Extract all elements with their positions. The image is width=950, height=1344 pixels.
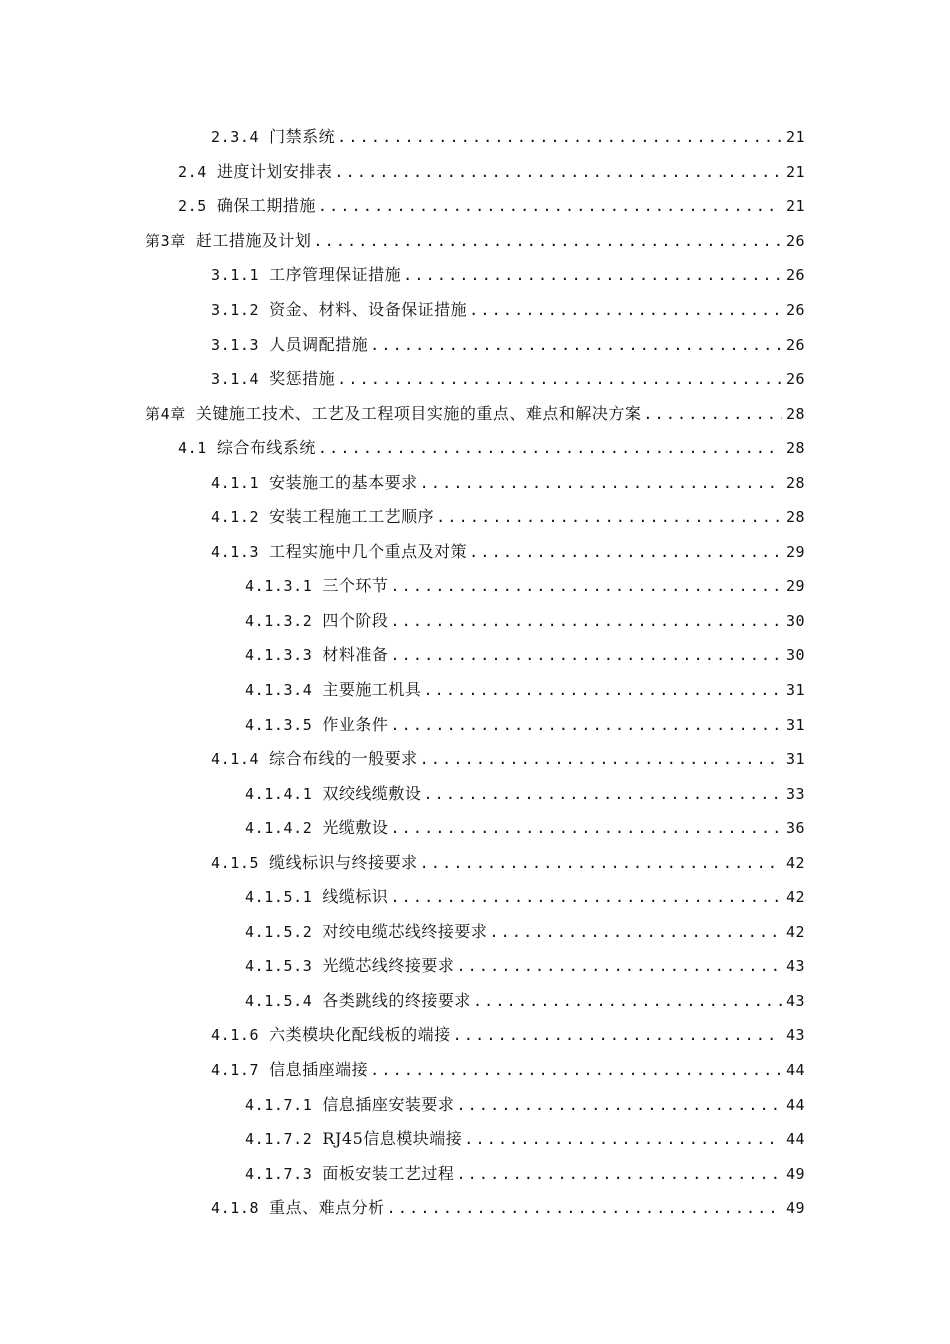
toc-entry-number: 4.1.3 bbox=[211, 542, 260, 561]
toc-dot-leader bbox=[390, 887, 782, 907]
toc-dot-leader bbox=[390, 576, 782, 596]
toc-entry-page: 29 bbox=[785, 542, 805, 561]
toc-entry-number: 3.1.2 bbox=[211, 301, 260, 319]
toc-entry-page: 43 bbox=[785, 1026, 805, 1045]
toc-entry-page: 42 bbox=[785, 922, 805, 941]
toc-entry-title: 安装工程施工工艺顺序 bbox=[269, 507, 435, 527]
toc-dot-leader bbox=[420, 473, 782, 493]
toc-entry-page: 49 bbox=[785, 1164, 805, 1183]
toc-entry-number: 4.1.3.2 bbox=[245, 611, 313, 630]
toc-dot-leader bbox=[313, 231, 782, 251]
toc-entry-page: 36 bbox=[785, 819, 805, 838]
toc-entry-title: 综合布线的一般要求 bbox=[269, 749, 418, 769]
toc-dot-leader bbox=[337, 369, 782, 389]
toc-entry-page: 21 bbox=[785, 197, 805, 216]
toc-entry[interactable] bbox=[0, 638, 950, 673]
toc-entry[interactable] bbox=[0, 155, 950, 190]
toc-entry-page: 31 bbox=[785, 681, 805, 700]
toc-dot-leader bbox=[390, 818, 782, 838]
toc-entry[interactable] bbox=[0, 604, 950, 639]
toc-entry-page: 28 bbox=[785, 473, 805, 492]
toc-dot-leader bbox=[390, 611, 782, 631]
toc-entry-title: 综合布线系统 bbox=[216, 438, 316, 458]
toc-entry[interactable] bbox=[0, 1053, 950, 1088]
toc-entry-title: 线缆标识 bbox=[322, 887, 389, 907]
toc-entry[interactable] bbox=[0, 845, 950, 880]
toc-entry-number: 3.1.3 bbox=[211, 335, 260, 354]
toc-entry-title: 进度计划安排表 bbox=[216, 161, 333, 181]
toc-entry[interactable] bbox=[0, 1191, 950, 1226]
toc-entry-title: 关键施工技术、工艺及工程项目实施的重点、难点和解决方案 bbox=[195, 403, 642, 423]
toc-entry-page: 28 bbox=[785, 439, 805, 458]
table-of-contents bbox=[0, 120, 950, 1226]
toc-dot-leader bbox=[420, 749, 782, 769]
toc-entry[interactable] bbox=[0, 293, 950, 328]
toc-entry-title: 赶工措施及计划 bbox=[195, 230, 312, 250]
toc-entry[interactable] bbox=[0, 396, 950, 431]
toc-entry-page: 26 bbox=[785, 370, 805, 389]
toc-entry-title: 六类模块化配线板的端接 bbox=[269, 1025, 451, 1045]
toc-entry-number: 4.1.8 bbox=[211, 1199, 260, 1218]
toc-entry-number: 第3章 bbox=[145, 231, 186, 250]
toc-entry-number: 4.1.3.4 bbox=[245, 681, 313, 700]
toc-dot-leader bbox=[469, 542, 782, 562]
toc-entry-page: 26 bbox=[785, 266, 805, 285]
toc-entry[interactable] bbox=[0, 1087, 950, 1122]
toc-entry-number: 4.1.1 bbox=[211, 473, 260, 492]
toc-entry-page: 43 bbox=[785, 991, 805, 1010]
toc-entry-page: 26 bbox=[785, 231, 805, 250]
toc-entry[interactable] bbox=[0, 258, 950, 293]
toc-entry[interactable] bbox=[0, 189, 950, 224]
toc-entry-page: 21 bbox=[785, 128, 805, 147]
toc-entry[interactable] bbox=[0, 569, 950, 604]
toc-dot-leader bbox=[456, 1095, 782, 1115]
toc-entry-number: 4.1.3.5 bbox=[245, 715, 313, 734]
toc-entry[interactable] bbox=[0, 120, 950, 155]
toc-entry[interactable] bbox=[0, 707, 950, 742]
toc-dot-leader bbox=[387, 1198, 782, 1218]
toc-dot-leader bbox=[334, 162, 782, 182]
toc-entry-title: 三个环节 bbox=[322, 576, 389, 596]
toc-dot-leader bbox=[456, 1164, 782, 1184]
toc-dot-leader bbox=[453, 1025, 782, 1045]
toc-entry-number: 4.1.5.3 bbox=[245, 957, 313, 976]
toc-entry-page: 42 bbox=[785, 853, 805, 872]
toc-entry-page: 44 bbox=[785, 1061, 805, 1080]
toc-entry-page: 28 bbox=[785, 404, 805, 423]
toc-entry-number: 4.1.7.1 bbox=[245, 1095, 313, 1114]
toc-entry-title: 安装施工的基本要求 bbox=[269, 472, 418, 492]
toc-entry-page: 31 bbox=[785, 750, 805, 769]
toc-dot-leader bbox=[420, 853, 782, 873]
toc-entry[interactable] bbox=[0, 915, 950, 950]
toc-entry-number: 4.1.5.2 bbox=[245, 922, 313, 941]
toc-entry-page: 44 bbox=[785, 1130, 805, 1149]
toc-entry-number: 4.1.7.3 bbox=[245, 1164, 313, 1183]
toc-entry-number: 2.5 bbox=[178, 197, 207, 216]
toc-entry-title: 奖惩措施 bbox=[269, 369, 336, 389]
toc-dot-leader bbox=[423, 784, 782, 804]
toc-dot-leader bbox=[337, 127, 782, 147]
toc-entry-page: 31 bbox=[785, 715, 805, 734]
toc-entry-number: 第4章 bbox=[145, 404, 186, 423]
toc-entry-page: 30 bbox=[785, 611, 805, 630]
toc-entry[interactable] bbox=[0, 535, 950, 570]
toc-entry[interactable] bbox=[0, 880, 950, 915]
toc-entry-title: 各类跳线的终接要求 bbox=[322, 990, 471, 1010]
toc-dot-leader bbox=[370, 1060, 782, 1080]
toc-entry-number: 4.1.3.1 bbox=[245, 577, 313, 596]
toc-dot-leader bbox=[423, 680, 782, 700]
toc-entry[interactable] bbox=[0, 949, 950, 984]
toc-entry-number: 4.1 bbox=[178, 439, 207, 458]
toc-dot-leader bbox=[390, 715, 782, 735]
toc-entry-number: 4.1.4 bbox=[211, 750, 260, 769]
toc-entry-page: 44 bbox=[785, 1095, 805, 1114]
toc-entry[interactable] bbox=[0, 776, 950, 811]
toc-entry-page: 33 bbox=[785, 784, 805, 803]
toc-entry-page: 28 bbox=[785, 508, 805, 527]
toc-dot-leader bbox=[318, 196, 782, 216]
toc-entry[interactable] bbox=[0, 673, 950, 708]
toc-entry-number: 3.1.1 bbox=[211, 266, 260, 285]
toc-entry-page: 30 bbox=[785, 646, 805, 665]
toc-dot-leader bbox=[469, 300, 782, 320]
toc-entry-page: 29 bbox=[785, 577, 805, 596]
toc-entry[interactable] bbox=[0, 224, 950, 259]
toc-entry-title: 工程实施中几个重点及对策 bbox=[269, 541, 468, 561]
toc-entry-title: 双绞线缆敷设 bbox=[322, 783, 422, 803]
toc-entry-page: 49 bbox=[785, 1199, 805, 1218]
toc-entry-number: 3.1.4 bbox=[211, 370, 260, 389]
toc-entry[interactable] bbox=[0, 362, 950, 397]
toc-entry[interactable] bbox=[0, 1122, 950, 1157]
toc-entry-title: 作业条件 bbox=[322, 714, 389, 734]
toc-entry-number: 4.1.5.1 bbox=[245, 888, 313, 907]
toc-dot-leader bbox=[436, 507, 782, 527]
toc-entry[interactable] bbox=[0, 1156, 950, 1191]
toc-entry-number: 4.1.7 bbox=[211, 1061, 260, 1080]
toc-entry-title: RJ45信息模块端接 bbox=[322, 1129, 463, 1149]
toc-dot-leader bbox=[318, 438, 782, 458]
toc-entry-number: 4.1.4.1 bbox=[245, 784, 313, 803]
toc-dot-leader bbox=[643, 404, 782, 424]
toc-entry-number: 4.1.5 bbox=[211, 853, 260, 872]
toc-entry-title: 缆线标识与终接要求 bbox=[269, 852, 418, 872]
toc-entry-page: 43 bbox=[785, 957, 805, 976]
toc-entry-page: 26 bbox=[785, 335, 805, 354]
toc-entry[interactable] bbox=[0, 431, 950, 466]
toc-entry[interactable] bbox=[0, 327, 950, 362]
toc-entry-title: 信息插座端接 bbox=[269, 1060, 369, 1080]
toc-entry[interactable] bbox=[0, 465, 950, 500]
toc-dot-leader bbox=[403, 265, 782, 285]
toc-entry[interactable] bbox=[0, 984, 950, 1019]
toc-entry[interactable] bbox=[0, 811, 950, 846]
toc-entry-title: 材料准备 bbox=[322, 645, 389, 665]
toc-entry-title: 信息插座安装要求 bbox=[322, 1094, 455, 1114]
toc-entry-number: 4.1.3.3 bbox=[245, 646, 313, 665]
toc-entry-title: 人员调配措施 bbox=[269, 334, 369, 354]
toc-entry-page: 42 bbox=[785, 888, 805, 907]
toc-entry-number: 2.3.4 bbox=[211, 128, 260, 147]
toc-entry-title: 主要施工机具 bbox=[322, 680, 422, 700]
toc-entry-number: 4.1.5.4 bbox=[245, 991, 313, 1010]
toc-entry-title: 资金、材料、设备保证措施 bbox=[269, 300, 468, 319]
toc-entry-page: 26 bbox=[785, 301, 805, 319]
toc-entry-title: 门禁系统 bbox=[269, 127, 336, 147]
toc-entry-title: 光缆芯线终接要求 bbox=[322, 956, 455, 976]
toc-entry-number: 4.1.4.2 bbox=[245, 819, 313, 838]
toc-entry-page: 21 bbox=[785, 162, 805, 181]
toc-entry-title: 工序管理保证措施 bbox=[269, 265, 402, 285]
toc-entry-title: 光缆敷设 bbox=[322, 818, 389, 838]
toc-dot-leader bbox=[456, 956, 782, 976]
toc-entry-number: 4.1.6 bbox=[211, 1026, 260, 1045]
toc-entry-number: 2.4 bbox=[178, 162, 207, 181]
toc-dot-leader bbox=[473, 991, 782, 1011]
toc-entry-title: 重点、难点分析 bbox=[269, 1198, 385, 1218]
toc-entry[interactable] bbox=[0, 742, 950, 777]
toc-dot-leader bbox=[390, 645, 782, 665]
toc-dot-leader bbox=[464, 1129, 782, 1149]
toc-entry[interactable] bbox=[0, 500, 950, 535]
toc-entry[interactable] bbox=[0, 1018, 950, 1053]
toc-entry-title: 四个阶段 bbox=[322, 610, 389, 630]
toc-entry-title: 面板安装工艺过程 bbox=[322, 1163, 455, 1183]
toc-entry-number: 4.1.2 bbox=[211, 508, 260, 527]
toc-entry-title: 对绞电缆芯线终接要求 bbox=[322, 921, 488, 941]
toc-dot-leader bbox=[370, 335, 782, 355]
toc-entry-number: 4.1.7.2 bbox=[245, 1130, 313, 1149]
toc-dot-leader bbox=[489, 922, 782, 942]
toc-entry-title: 确保工期措施 bbox=[216, 196, 316, 216]
